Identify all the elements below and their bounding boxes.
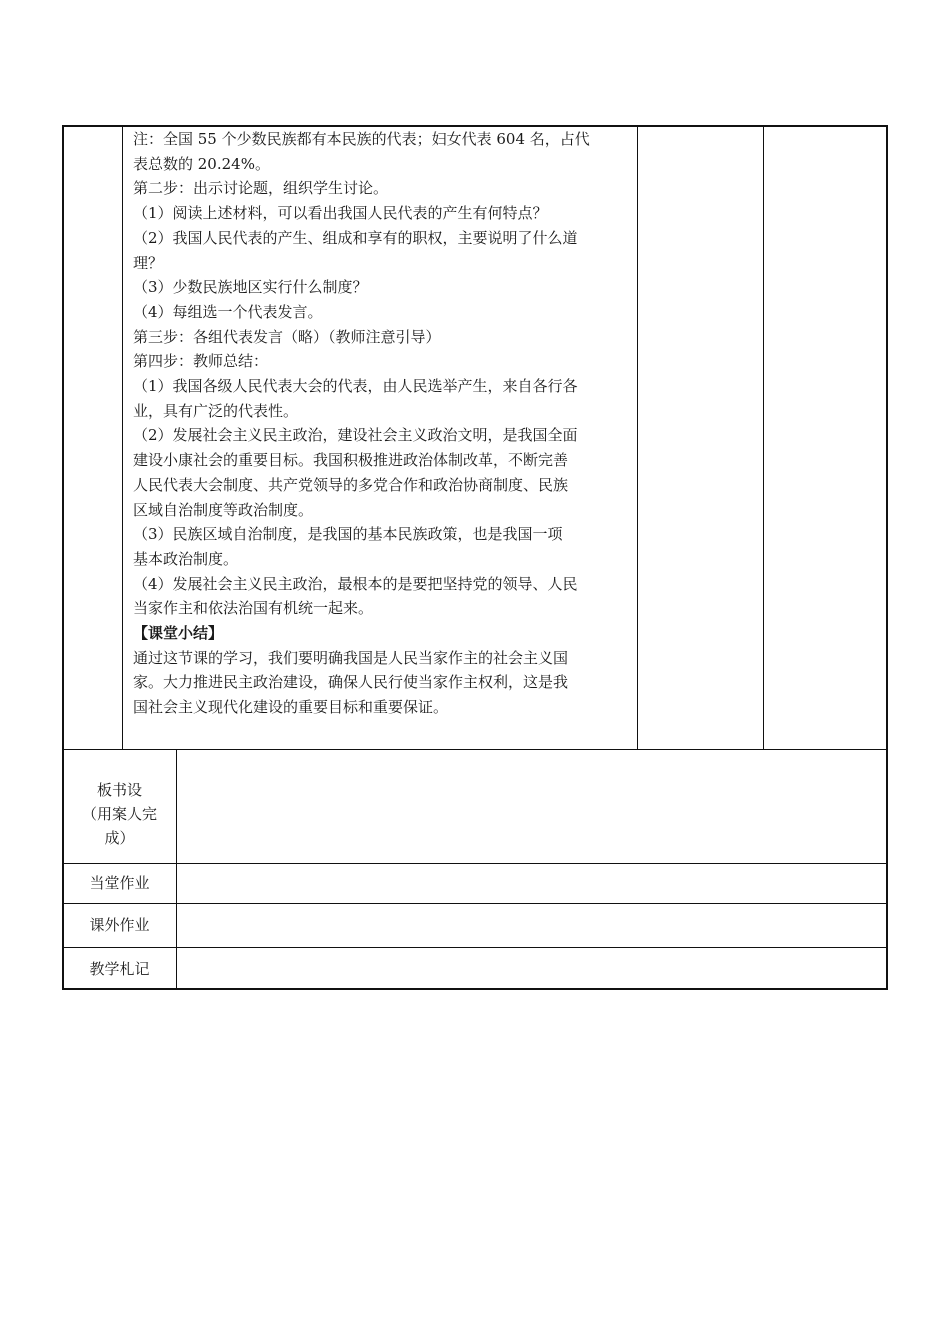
content-line: （4）每组选一个代表发言。 [133,302,323,321]
content-line: 注：全国 55 个少数民族都有本民族的代表；妇女代表 604 名，占代 [133,130,590,148]
blackboard-design-label [64,778,175,850]
teaching-notes-label: 教学札记 [89,960,150,978]
content-line: 当家作主和依法治国有机统一起来。 [133,599,374,618]
content-line: 表总数的 20.24%。 [133,154,270,173]
content-line: （2）发展社会主义民主政治，建设社会主义政治文明，是我国全面 [133,426,578,445]
content-line: 业，具有广泛的代表性。 [133,401,299,420]
content-line: 国社会主义现代化建设的重要目标和重要保证。 [133,698,449,717]
content-line: 区域自治制度等政治制度。 [133,500,314,519]
content-line: （3）少数民族地区实行什么制度？ [133,278,368,297]
lesson-plan-table [62,125,888,990]
content-line: 通过这节课的学习，我们要明确我国是人民当家作主的社会主义国 [133,648,569,667]
row-divider [64,863,886,864]
content-line: 第三步：各组代表发言（略）（教师注意引导） [133,327,441,346]
content-line: 家。大力推进民主政治建设，确保人民行使当家作主权利，这是我 [133,673,569,692]
classwork-label: 当堂作业 [89,874,150,892]
label-line: 成） [104,829,135,847]
content-line: 建设小康社会的重要目标。我国积极推进政治体制改革，不断完善 [133,451,569,470]
content-line: （1）阅读上述材料，可以看出我国人民代表的产生有何特点？ [133,204,548,223]
column-divider-middle [637,127,638,749]
content-line: 第四步：教师总结： [133,352,269,371]
column-divider-right [763,127,764,749]
section-heading: 【课堂小结】 [133,624,224,643]
row-divider [64,903,886,904]
content-line: （1）我国各级人民代表大会的代表，由人民选举产生，来自各行各 [133,377,578,396]
content-line: （4）发展社会主义民主政治，最根本的是要把坚持党的领导、人民 [133,574,578,593]
teaching-process-content [133,127,636,720]
label-column-divider [176,749,177,988]
content-line: （3）民族区域自治制度，是我国的基本民族政策，也是我国一项 [133,525,563,544]
content-line: 人民代表大会制度、共产党领导的多党合作和政治协商制度、民族 [133,475,569,494]
column-divider-left [122,127,123,749]
homework-label: 课外作业 [89,916,150,934]
content-line: 第二步：出示讨论题，组织学生讨论。 [133,179,389,198]
row-divider [64,947,886,948]
row-divider [64,749,886,750]
label-line: （用案人完 [81,805,157,823]
content-line: （2）我国人民代表的产生、组成和享有的职权，主要说明了什么道 [133,228,578,247]
content-line: 理？ [133,253,164,272]
content-line: 基本政治制度。 [133,549,239,568]
label-line: 板书设 [96,781,142,799]
